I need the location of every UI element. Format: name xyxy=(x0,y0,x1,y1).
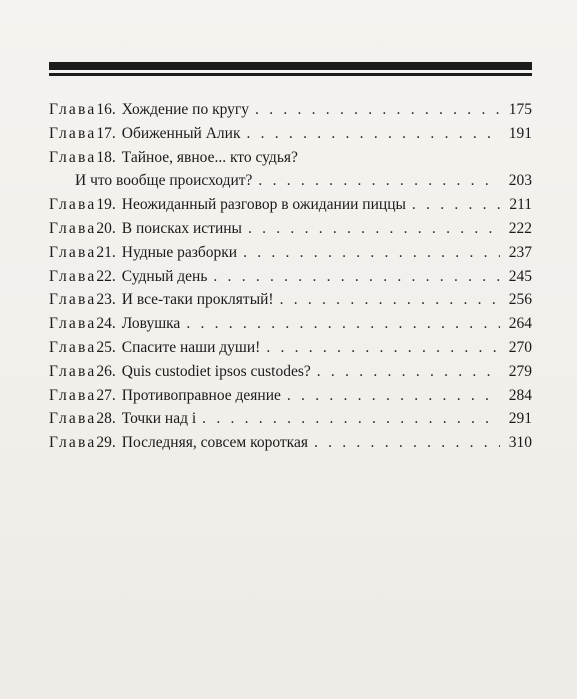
chapter-title: Обиженный Алик xyxy=(121,124,241,142)
page-number: 310 xyxy=(508,434,532,452)
chapter-number: 20. xyxy=(96,219,116,237)
chapter-title: Спасите наши души! xyxy=(121,338,261,356)
chapter-label: Глава xyxy=(49,315,97,333)
header-rule-thick xyxy=(49,62,532,70)
chapter-title: Quis custodiet ipsos custodes? xyxy=(121,362,311,380)
chapter-label: Глава xyxy=(49,101,97,118)
leader-dots xyxy=(186,312,500,336)
leader-dots xyxy=(412,193,500,217)
chapter-number: 16. xyxy=(96,101,116,118)
leader-dots xyxy=(314,431,500,455)
toc-entry-18 xyxy=(49,146,532,194)
leader-dots xyxy=(317,360,500,384)
chapter-number: 18. xyxy=(96,148,116,166)
toc-entry-20 xyxy=(49,217,532,241)
page-number: 291 xyxy=(508,410,532,428)
chapter-title: Неожиданный разговор в ожидании пиццы xyxy=(121,196,406,214)
toc-entry-29 xyxy=(49,431,532,455)
toc-entry-25 xyxy=(49,336,532,360)
chapter-label: Глава xyxy=(49,434,97,452)
chapter-title-continuation: И что вообще происходит? xyxy=(75,172,253,190)
page-number: 191 xyxy=(508,124,532,142)
chapter-label: Глава xyxy=(49,148,97,166)
toc-entry-27 xyxy=(49,384,532,408)
chapter-title: Хождение по кругу xyxy=(121,101,250,118)
chapter-number: 26. xyxy=(96,362,116,380)
header-rule-thin xyxy=(49,73,532,76)
chapter-title: И все-таки проклятый! xyxy=(121,291,274,309)
page-number: 284 xyxy=(508,386,532,404)
chapter-title: Судный день xyxy=(121,267,208,285)
toc-entry-17 xyxy=(49,122,532,146)
leader-dots xyxy=(255,98,500,122)
leader-dots xyxy=(202,407,500,431)
page-number: 237 xyxy=(508,243,532,261)
leader-dots xyxy=(258,169,500,193)
leader-dots xyxy=(280,288,500,312)
chapter-label: Глава xyxy=(49,362,97,380)
chapter-title: Ловушка xyxy=(121,315,181,333)
chapter-title: В поисках истины xyxy=(121,219,242,237)
chapter-label: Глава xyxy=(49,243,97,261)
chapter-number: 21. xyxy=(96,243,116,261)
chapter-number: 22. xyxy=(96,267,116,285)
toc-entry-23 xyxy=(49,288,532,312)
page-number: 270 xyxy=(508,338,532,356)
page-number: 279 xyxy=(508,362,532,380)
toc-entry-21 xyxy=(49,241,532,265)
chapter-number: 25. xyxy=(96,338,116,356)
chapter-title: Нудные разборки xyxy=(121,243,238,261)
chapter-label: Глава xyxy=(49,410,97,428)
chapter-label: Глава xyxy=(49,196,97,214)
page-number: 222 xyxy=(508,219,532,237)
chapter-label: Глава xyxy=(49,386,97,404)
chapter-number: 24. xyxy=(96,315,116,333)
table-of-contents xyxy=(49,98,532,455)
chapter-label: Глава xyxy=(49,267,97,285)
toc-entry-16 xyxy=(49,98,532,122)
leader-dots xyxy=(213,265,500,289)
toc-entry-28 xyxy=(49,407,532,431)
page-number: 245 xyxy=(508,267,532,285)
chapter-label: Глава xyxy=(49,338,97,356)
leader-dots xyxy=(266,336,500,360)
toc-entry-26 xyxy=(49,360,532,384)
page-number: 175 xyxy=(508,101,532,118)
chapter-number: 23. xyxy=(96,291,116,309)
toc-entry-24 xyxy=(49,312,532,336)
leader-dots xyxy=(243,241,500,265)
page-number: 211 xyxy=(509,196,532,214)
chapter-label: Глава xyxy=(49,124,97,142)
chapter-title: Противоправное деяние xyxy=(121,386,281,404)
page-number: 256 xyxy=(508,291,532,309)
leader-dots xyxy=(248,217,500,241)
chapter-label: Глава xyxy=(49,219,97,237)
leader-dots xyxy=(287,384,500,408)
chapter-number: 19. xyxy=(96,196,116,214)
toc-entry-22 xyxy=(49,265,532,289)
chapter-title: Последняя, совсем короткая xyxy=(121,434,308,452)
chapter-number: 28. xyxy=(96,410,116,428)
show-through-text xyxy=(60,32,64,50)
chapter-number: 29. xyxy=(96,434,116,452)
chapter-number: 27. xyxy=(96,386,116,404)
leader-dots xyxy=(246,122,500,146)
chapter-title: Тайное, явное... кто судья? xyxy=(121,148,298,166)
chapter-label: Глава xyxy=(49,291,97,309)
chapter-number: 17. xyxy=(96,124,116,142)
page-number: 264 xyxy=(508,315,532,333)
chapter-title: Точки над i xyxy=(121,410,197,428)
page-number: 203 xyxy=(508,172,532,190)
toc-entry-19 xyxy=(49,193,532,217)
